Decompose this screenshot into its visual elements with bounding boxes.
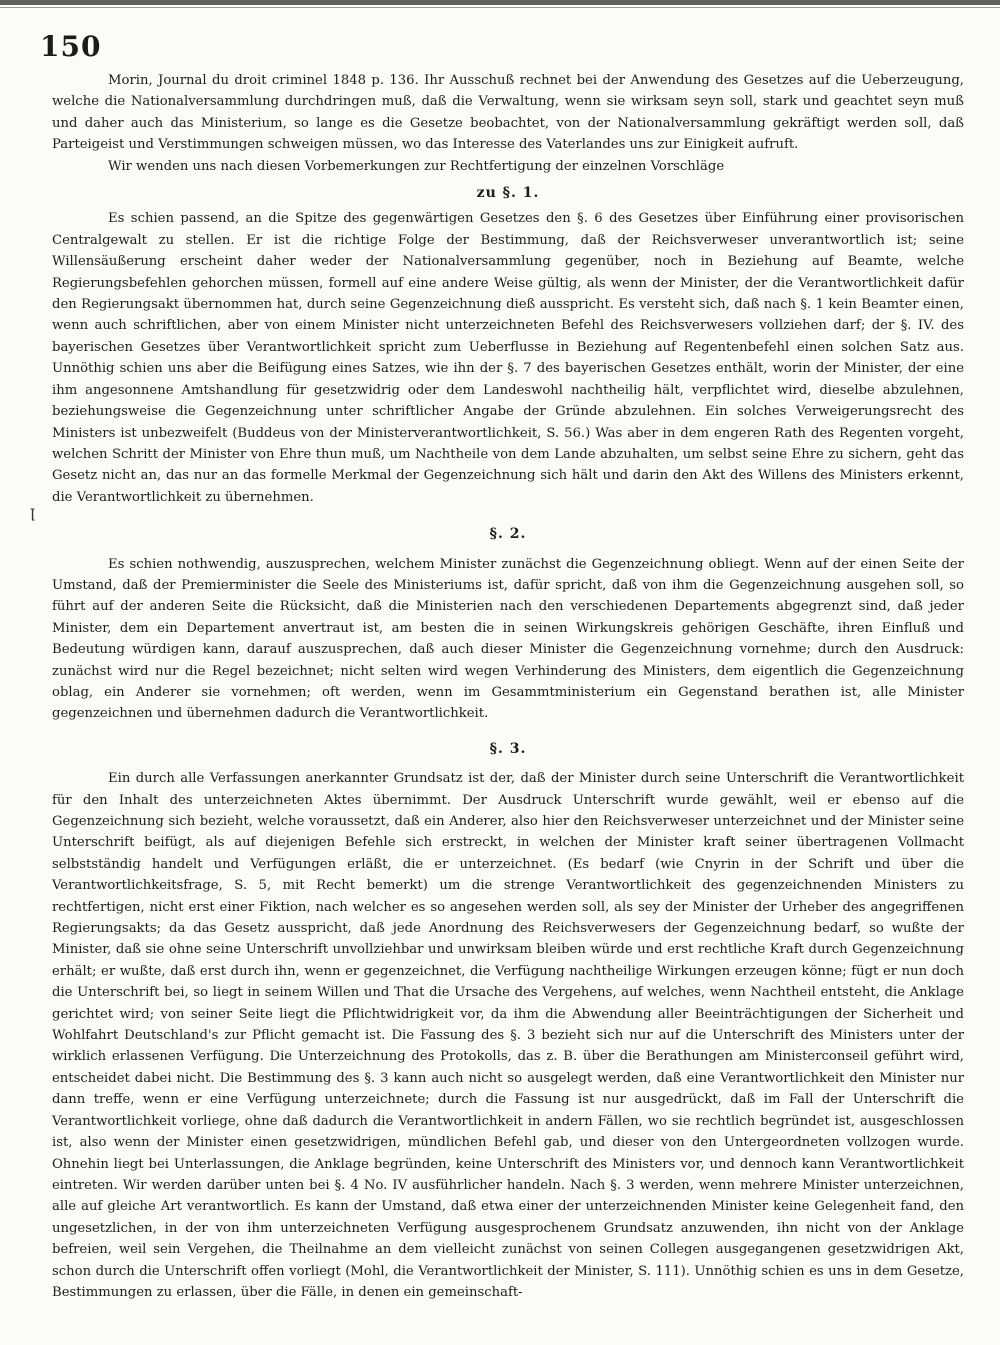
section-3-text: Ein durch alle Verfassungen anerkannter Grundsatz ist der, daß der Minister durch seine Unterschrift die Verantwortlichkeit für den Inhalt des unterzeichneten Aktes übernimmt. Der Ausdruck Unterschrift wurde gewählt, weil er ebenso auf die Gegenzeichnung sich bezieht, welche voraussetzt, daß ein Anderer, also hier den Reichsverweser unterzeichnet und der Minister seine Unterschrift beifügt, als auf diejenigen Befehle sich erstreckt, in welchen der Minister kraft seiner übertragenen Vollmacht selbstständig handelt und Verfügungen erläßt, die er unterzeichnet. (Es bedarf (wie Cnyrin in der Schrift und über die Verantwortlichkeitsfrage, S. 5, mit Recht bemerkt) um die strenge Verantwortlichkeit des gegenzeichnenden Ministers zu rechtfertigen, nicht erst einer Fiktion, nach welcher es so angesehen werden soll, als sey der Minister der Urheber des angegriffenen Regierungsakts; da das Gesetz ausspricht, daß jede Anordnung des Reichsverwesers der Gegenzeichnung bedarf, so wußte der Minister, daß sie ohne seine Unterschrift unvollziehbar und unwirksam bleiben würde und erst rechtliche Kraft durch Gegenzeichnung erhält; er wußte, daß erst durch ihn, wenn er gegenzeichnet, die Verfügung nachtheilige Wirkungen erzeugen könne; fügt er nun doch die Unterschrift bei, so liegt in seinem Willen und That die Ursache des Vergehens, auf welches, wenn Nachtheil entsteht, die Anklage gerichtet wird; von seiner Seite liegt die Pflichtwidrigkeit vor, da ihm die Abwendung aller Beeinträchtigungen der Sicherheit und Wohlfahrt Deutschland's zur Pflicht gemacht ist. Die Fassung des §. 3 bezieht sich nur auf die Unterschrift des Ministers unter der wirklich erlassenen Verfügung. Die Unterzeichnung des Protokolls, das z. B. über die Berathungen am Ministerconseil geführt wird, entscheidet dabei nicht. Die Bestimmung des §. 3 kann auch nicht so ausgelegt werden, daß eine Verantwortlichkeit den Minister nur dann treffe, wenn er eine Verfügung unterzeichnete; durch die Fassung ist nur ausgedrückt, daß im Fall der Unterschrift die Verantwortlichkeit vorliege, ohne daß dadurch die Verantwortlichkeit in andern Fällen, wo sie rechtlich begründet ist, ausgeschlossen ist, also wenn der Minister einen gesetzwidrigen, mündlichen Befehl gab, und dieser von den Untergeordneten vollzogen wurde. Ohnehin liegt bei Unterlassungen, die Anklage begründen, keine Unterschrift des Ministers vor, und dennoch kann Verantwortlichkeit eintreten. Wir werden darüber unten bei §. 4 No. IV ausführlicher handeln. Nach §. 3 werden, wenn mehrere Minister unterzeichnen, alle auf gleiche Art verantwortlich. Es kann der Umstand, daß etwa einer der unterzeichnenden Minister keine Gelegenheit fand, den ungesetzlichen, in der von ihm unterzeichneten Verfügung ausgesprochenem Grundsatz anzuwenden, ihn nicht von der Anklage befreien, weil sein Vergehen, die Theilnahme an dem vielleicht zunächst von seinen Collegen ausgegangenen gesetzwidrigen Akt, schon durch die Unterschrift offen vorliegt (Mohl, die Verantwortlichkeit der Minister, S. 111). Unnöthig schien es uns in dem Gesetze, Bestimmungen zu erlassen, über die Fälle, in denen ein gemeinschaft-: [52, 771, 964, 1300]
page-number: 150: [40, 30, 102, 63]
page-top-border-thin: [0, 7, 1000, 8]
section-heading-3: §. 3.: [489, 740, 527, 757]
section-1-text: Es schien passend, an die Spitze des gegenwärtigen Gesetzes den §. 6 des Gesetzes über Einführung einer provisorischen Centralgewalt zu stellen. Er ist die richtige Folge der Bestimmung, daß der Reichsverweser unverantwortlich ist; seine Willensäußerung erscheint daher weder der Nationalversammlung gegenüber, noch in Beziehung auf Beamte, welche Regierungsbefehlen gehorchen müssen, formell auf eine andere Weise gültig, als wenn der Minister, der die Verantwortlichkeit dafür den Regierungsakt übernommen hat, durch seine Gegenzeichnung dieß ausspricht. Es versteht sich, daß nach §. 1 kein Beamter einen, wenn auch schriftlichen, aber von einem Minister nicht unterzeichneten Befehl des Reichsverwesers vollziehen darf; der §. IV. des bayerischen Gesetzes über Verantwortlichkeit spricht zum Ueberflusse in Beziehung auf Regentenbefehl einen solchen Satz aus. Unnöthig schien uns aber die Beifügung eines Satzes, wie ihn der §. 7 des bayerischen Gesetzes enthält, worin der Minister, der eine ihm angesonnene Amtshandlung für gesetzwidrig oder dem Landeswohl nachtheilig hält, verpflichtet wird, dieselbe abzulehnen, beziehungsweise die Gegenzeichnung unter schriftlicher Angabe der Gründe abzulehnen. Ein solches Verweigerungsrecht des Ministers ist unbezweifelt (Buddeus von der Ministerverantwortlichkeit, S. 56.) Was aber in dem engeren Rath des Regenten vorgeht, welchen Schritt der Minister von Ehre thun muß, um Nachtheile von dem Lande abzuhalten, um selbst seine Ehre zu sichern, geht das Gesetz nicht an, das nur an das formelle Merkmal der Gegenzeichnung sich hält und darin den Akt des Willens des Ministers erkennt, die Verantwortlichkeit zu übernehmen.: [52, 211, 964, 505]
opening-paragraph: Morin, Journal du droit criminel 1848 p. 136. Ihr Ausschuß rechnet bei der Anwendung des Gesetzes auf die Ueberzeugung, welche die Nationalversammlung durchdringen muß, daß die Verwaltung, wenn sie wirksam seyn soll, stark und geachtet seyn muß und daher auch das Ministerium, so lange es die Gesetze beobachtet, von der Nationalversammlung gekräftigt werden soll, daß Parteigeist und Verstimmungen schweigen müssen, wo das Interesse des Vaterlandes uns zur Einigkeit aufruft.: [52, 73, 964, 153]
section-heading-1: zu §. 1.: [476, 185, 540, 202]
intro-sentence: Wir wenden uns nach diesen Vorbemerkungen zur Rechtfertigung der einzelnen Vorschläge: [108, 158, 725, 174]
document-body: [52, 70, 964, 1303]
section-2-text: Es schien nothwendig, auszusprechen, welchem Minister zunächst die Gegenzeichnung obliegt. Wenn auf der einen Seite der Umstand, daß der Premierminister die Seele des Ministeriums ist, dafür spricht, daß von ihm die Gegenzeichnung ausgehen soll, so führt auf der anderen Seite die Rücksicht, daß die Ministerien nach den verschiedenen Departements abgegrenzt sind, daß jeder Minister, dem ein Departement anvertraut ist, am besten die in seinen Wirkungskreis gehörigen Geschäfte, ihren Einfluß und Bedeutung würdigen kann, darauf auszusprechen, daß auch dieser Minister die Gegenzeichnung vornehme; durch den Ausdruck: zunächst wird nur die Regel bezeichnet; nicht selten wird wegen Verhinderung des Ministers, dem eigentlich die Gegenzeichnung oblag, ein Anderer sie vornehmen; oft werden, wenn im Gesammtministerium ein Gegenstand berathen ist, alle Minister gegenzeichnen und übernehmen dadurch die Verantwortlichkeit.: [52, 556, 964, 722]
page-top-border: [0, 0, 1000, 5]
section-heading-2: §. 2.: [489, 526, 527, 543]
margin-annotation-mark: ꞁ: [30, 502, 36, 521]
